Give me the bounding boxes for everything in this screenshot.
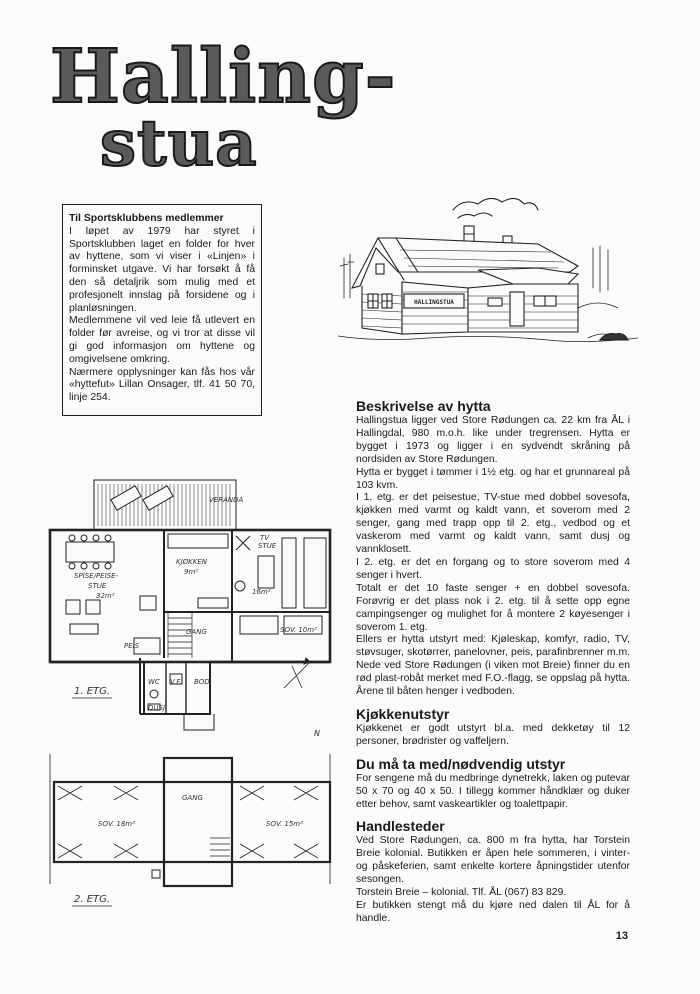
section-paragraph: I 2. etg. er det en forgang og to store soverom med 4 senger i hvert.	[356, 556, 630, 581]
section-paragraph: Er butikken stengt må du kjøre ned dalen til ÅL for å handle.	[356, 900, 630, 924]
room-label-tvstue-area: 16m²	[252, 588, 271, 596]
room-label-sov-2: SOV. 15m²	[266, 820, 303, 828]
room-label-sov-1: SOV. 18m²	[98, 820, 135, 828]
section-heading: Beskrivelse av hytta	[356, 398, 491, 414]
room-label-tvstue-2: STUE	[258, 542, 277, 550]
section-paragraph: I 1. etg. er det peisestue, TV-stue med dobbel sovesofa, kjøkken med varmt og kaldt vann, et soverom med 2 senger, gang med trapp opp til 2. etg., vedbod og et vaskerom med varmt og kaldt vann, samt dusj og vannklosett.	[356, 492, 630, 556]
floor-label-2: 2. ETG.	[74, 894, 111, 905]
article	[356, 398, 630, 933]
room-label-spisestue-area: 32m²	[96, 592, 115, 600]
section-equipment	[356, 756, 630, 812]
section-paragraph: Totalt er det 10 faste senger + en dobbel sovesofa. Forøvrig er det plass nok i 2. etg. til å sette opp egne campingsenger og mulighet for å montere 2 køyesenger i soverom 1. etg.	[356, 582, 630, 633]
room-label-gang-2: GANG	[182, 794, 203, 802]
room-label-peis: PEIS	[124, 642, 140, 650]
section-heading: Kjøkkenutstyr	[356, 705, 450, 722]
section-paragraph: Ved Store Rødungen, ca. 800 m fra hytta, har Torstein Breie kolonial. Butikken er åpen hele sommeren, i vinter- og påskeferien, samt enkelte kortere åpningstider utenfor sesongen.	[356, 835, 630, 886]
room-label-sov: SOV. 10m²	[280, 626, 317, 634]
cabin-sign: HALLINGSTUA	[414, 299, 454, 306]
page-title-line-1: Halling-	[50, 34, 397, 120]
info-box	[62, 204, 262, 416]
section-paragraph: For sengene må du medbringe dynetrekk, laken og putevar 50 x 70 og 40 x 50. I tillegg kommer håndklær og duker etter behov, samt vaskeartikler og toalettpapir.	[356, 772, 630, 810]
section-heading: Du må ta med/nødvendig utstyr	[356, 755, 566, 772]
info-box-heading: Til Sportsklubbens medlemmer	[69, 213, 224, 224]
section-paragraph: Kjøkkenet er godt utstyrt bl.a. med dekketøy til 12 personer, brødrister og vaffeljern.	[356, 722, 630, 747]
room-label-dusj: DUSJ	[148, 704, 166, 712]
section-kitchen	[356, 706, 630, 749]
room-label-spisestue: SPISE/PEISE-	[74, 572, 119, 580]
section-paragraph: Hallingstua ligger ved Store Rødungen ca. 22 km fra ÅL i Hallingdal, 980 m.o.h. like under tregrensen. Hytta er bygget i 1973 og ligger i en sydvendt skråning på nordsiden av Store Rødungen.	[356, 415, 630, 465]
room-label-spisestue-2: STUE	[88, 582, 107, 590]
compass-north: N	[314, 729, 320, 738]
room-label-gang: GANG	[186, 628, 207, 636]
room-label-tvstue: TV	[260, 534, 270, 542]
room-label-kjokken: KJØKKEN	[176, 558, 208, 566]
room-label-wc: WC	[148, 678, 160, 686]
cabin-illustration	[338, 188, 638, 358]
section-paragraph: Torstein Breie – kolonial. Tlf. ÅL (067) 83 829.	[356, 887, 567, 899]
room-label-vf: V.F.	[170, 678, 182, 686]
room-label-kjokken-area: 9m²	[184, 568, 199, 576]
room-label-bod: BOD	[194, 678, 210, 686]
page-number: 13	[615, 930, 628, 942]
section-paragraph: Ellers er hytta utstyrt med: Kjøleskap, komfyr, radio, TV, støvsuger, skotørrer, panelovner, peis, parafinbrenner m.m. Nede ved Store Rødungen (i viken mot Breie) finner du en rød plast-robåt merket med F.O.-flagg, se oppslag på hytta. Årene til båten henger i vedboden.	[356, 634, 630, 698]
info-box-paragraph: I løpet av 1979 har styret i Sportsklubben laget en folder for hver av hyttene, som vi viser i «Linjen» i forminsket utgave. Vi har forsøkt å få den så detaljrik som mulig med et profesjonelt innslag på forsidene og i planløsningen.	[69, 225, 255, 314]
section-description	[356, 398, 630, 699]
floor-plan-2	[44, 752, 344, 912]
section-heading: Handlesteder	[356, 818, 445, 835]
info-box-paragraph: Nærmere opplysninger kan fås hos vår «hyttefut» Lillan Onsager, tlf. 41 50 70, linje 254.	[69, 366, 255, 404]
info-box-paragraph: Medlemmene vil ved leie få utlevert en folder før avreise, og vi tror at disse vil gi god informasjon om hyttene og omgivelsene omkring.	[69, 315, 255, 365]
page-title-line-2: stua	[100, 106, 258, 181]
section-shopping	[356, 818, 630, 925]
floor-label-1: 1. ETG.	[74, 686, 111, 697]
room-label-veranda: VERANDA	[209, 496, 244, 504]
section-paragraph: Hytta er bygget i tømmer i 1½ etg. og har et grunnareal på 103 kvm.	[356, 466, 630, 491]
floor-plan-1	[44, 478, 344, 738]
